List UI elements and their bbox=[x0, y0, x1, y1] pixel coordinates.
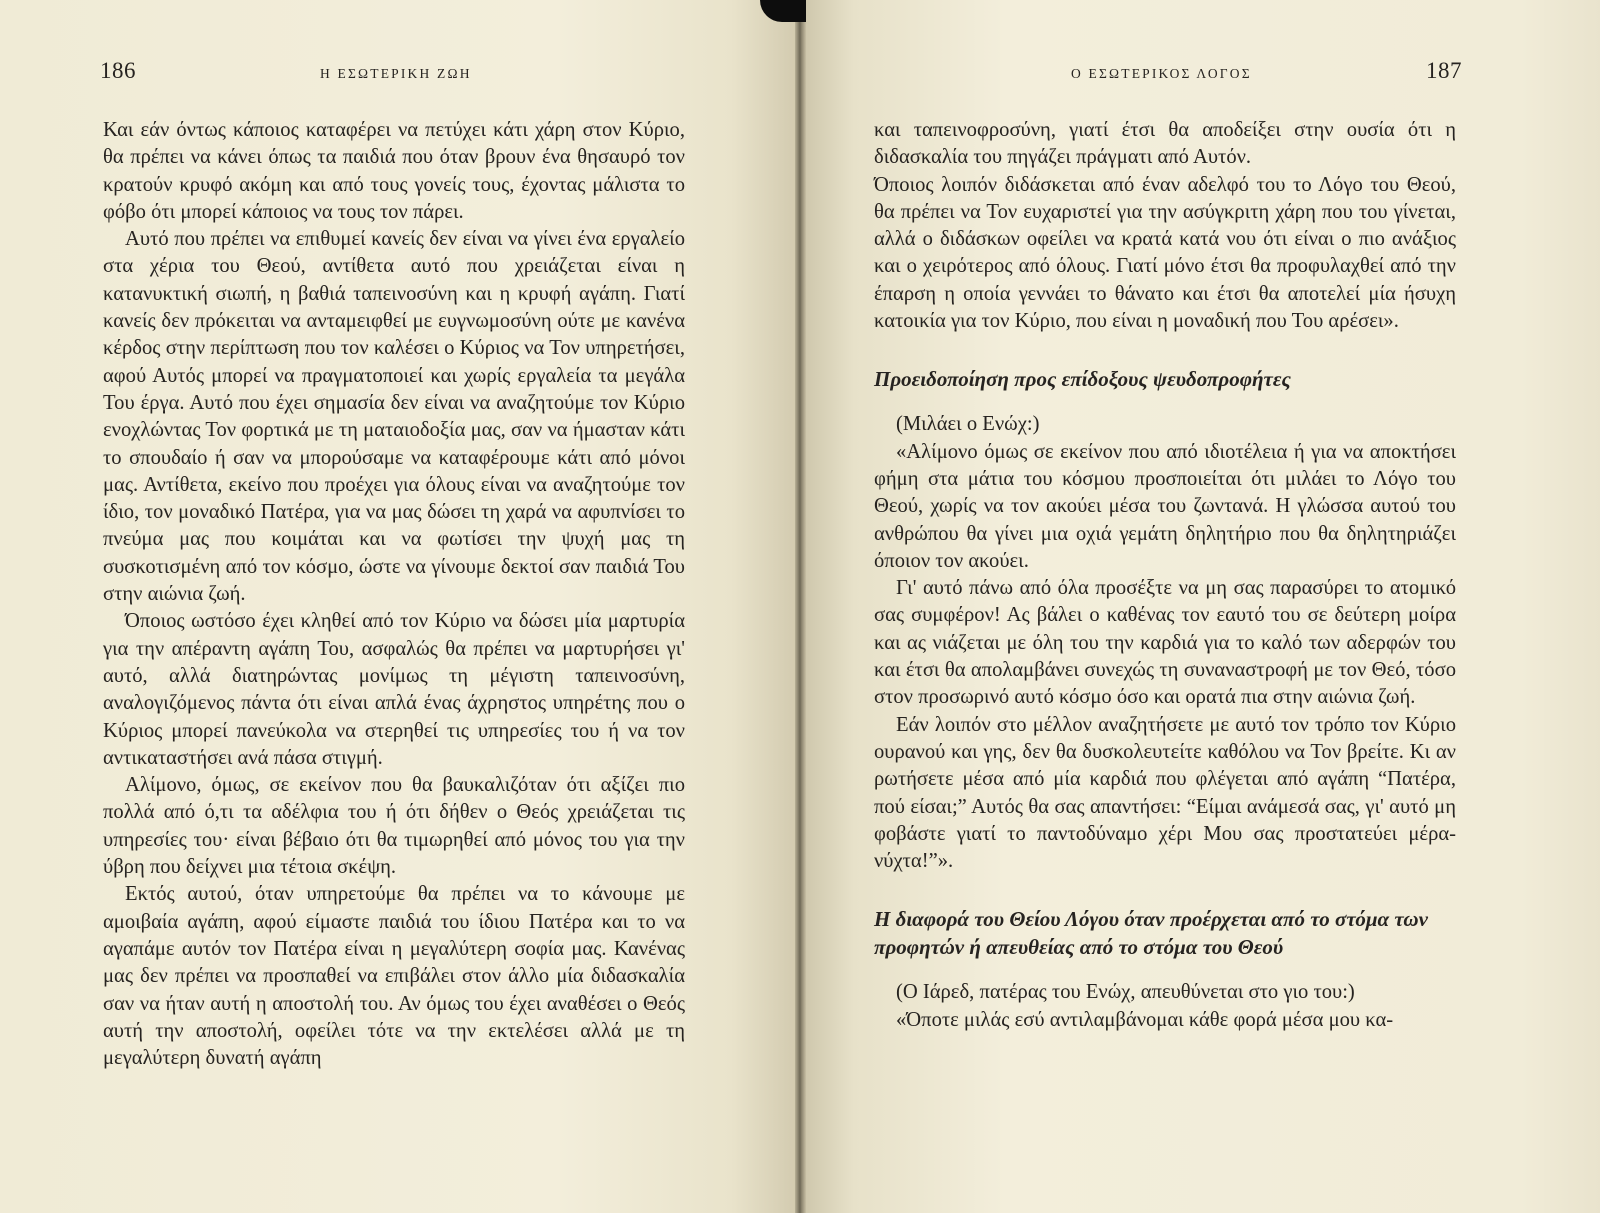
paragraph: Εάν λοιπόν στο μέλλον αναζητήσετε με αυτό τον τρόπο τον Κύριο ουρανού και γης, δεν θα δυσκολευτείτε καθόλου να Τον βρείτε. Κι αν ρωτήσετε μέσα από μία καρδιά που φλέγεται από αγάπη “Πατέρα, πού είσαι;” Αυτός θα σας απαντήσει: “Είμαι ανάμεσά σας, γι' αυτό μη φοβάστε γιατί το παντοδύναμο χέρι Μου σας προστατεύει μέρα-νύχτα!”». bbox=[874, 713, 1456, 873]
paragraph: (Μιλάει ο Ενώχ:) bbox=[896, 413, 1040, 436]
paragraph: Και εάν όντως κάποιος καταφέρει να πετύχει κάτι χάρη στον Κύριο, θα πρέπει να κάνει όπως τα παιδιά που όταν βρουν ένα θησαυρό τον κρατούν κρυφό ακόμη και από τους γονείς τους, έχοντας μάλιστα το φόβο ότι μπορεί κάποιος να τους τον πάρει. bbox=[103, 119, 685, 223]
paragraph: Όποιος ωστόσο έχει κληθεί από τον Κύριο να δώσει μία μαρτυρία για την απέραντη αγάπη Του, ασφαλώς θα πρέπει να μαρτυρήσει γι' αυτό, αλλά διατηρώντας μονίμως τη μέγιστη ταπεινοσύνη, αναλογιζόμενος πάντα ότι είναι απλά ένας άχρηστος υπηρέτης που ο Κύριος μπορεί πανεύκολα να στερηθεί τις υπηρεσίες του ή να τον αντικαταστήσει ανά πάσα στιγμή. bbox=[103, 610, 685, 769]
running-head: Η ΕΣΩΤΕΡΙΚΗ ΖΩΗ bbox=[320, 66, 472, 81]
running-head: Ο ΕΣΩΤΕΡΙΚΟΣ ΛΟΓΟΣ bbox=[1071, 66, 1252, 81]
paragraph: Γι' αυτό πάνω από όλα προσέξτε να μη σας παρασύρει το ατομικό σας συμφέρον! Ας βάλει ο καθένας τον εαυτό του σε δεύτερη μοίρα και ας νιάζεται με όλη του την καρδιά για το καλό των αδερφών του και έτσι θα απολαμβάνει συνεχώς τη συναναστροφή με τον Θεό, τόσο στον προσωρινό αυτό κόσμο όσο και ορατά πια στην αιώνια ζωή. bbox=[874, 577, 1456, 709]
right-page bbox=[806, 0, 1600, 1213]
section-heading: Προειδοποίηση προς επίδοξους ψευδοπροφήτες bbox=[874, 367, 1291, 392]
paragraph: Αυτό που πρέπει να επιθυμεί κανείς δεν είναι να γίνει ένα εργαλείο στα χέρια του Θεού, αντίθετα αυτό που χρειάζεται είναι η κατανυκτική σιωπή, η βαθιά ταπεινοσύνη και η κρυφή αγάπη. Γιατί κανείς δεν πρόκειται να ανταμειφθεί με ευγνωμοσύνη ούτε με κανένα κέρδος στην περίπτωση που τον καλέσει ο Κύριος να Τον υπηρετήσει, αφού Αυτός μπορεί να πραγματοποιεί και χωρίς εργαλεία τα μεγάλα Του έργα. Αυτό που έχει σημασία δεν είναι να αναζητούμε τον Κύριο ενοχλώντας Τον φορτικά με τη ματαιοδοξία μας, σαν να ήμασταν κάτι το σπουδαίο ή σαν να μπορούσαμε να καταφέρουμε κάτι από μόνοι μας. Αντίθετα, εκείνο που προέχει για όλους είναι να αναζητούμε τον ίδιο, τον μοναδικό Πατέρα, για να μας δώσει τη χαρά να αφυπνίσει το πνεύμα μας που κοιμάται και να φωτίσει την ψυχή μας τη συσκοτισμένη από τον κόσμο, ώστε να γίνουμε δεκτοί σαν παιδιά Του στην αιώνια ζωή. bbox=[103, 228, 685, 606]
paragraph: και ταπεινοφροσύνη, γιατί έτσι θα αποδείξει στην ουσία ότι η διδασκαλία του πηγάζει πράγματι από Αυτόν. bbox=[874, 119, 1456, 169]
paragraph: (Ο Ιάρεδ, πατέρας του Ενώχ, απευθύνεται στο γιο του:) bbox=[896, 981, 1355, 1004]
right-page-body bbox=[874, 117, 1456, 1034]
left-page-body bbox=[103, 117, 685, 1072]
book-gutter bbox=[795, 0, 806, 1213]
left-page bbox=[0, 0, 795, 1213]
paragraph: Όποιος λοιπόν διδάσκεται από έναν αδελφό του το Λόγο του Θεού, θα πρέπει να Τον ευχαριστεί για την ασύγκριτη χάρη που του γίνεται, αλλά ο διδάσκων οφείλει να κρατά κατά νου ότι είναι ο πιο ανάξιος και ο χειρότερος από όλους. Γιατί μόνο έτσι θα προφυλαχθεί από την έπαρση η οποία γεννάει το θάνατο και έτσι θα αποτελεί μία ήσυχη κατοικία για τον Κύριο, που είναι η μοναδική που Του αρέσει». bbox=[874, 173, 1456, 333]
paragraph: «Όποτε μιλάς εσύ αντιλαμβάνομαι κάθε φορά μέσα μου κα- bbox=[896, 1008, 1394, 1031]
page-number: 186 bbox=[100, 58, 136, 83]
paragraph: Εκτός αυτού, όταν υπηρετούμε θα πρέπει να το κάνουμε με αμοιβαία αγάπη, αφού είμαστε παιδιά του ίδιου Πατέρα και το να αγαπάμε αυτόν τον Πατέρα είναι η μεγαλύτερη σοφία μας. Κανένας μας δεν πρέπει να προσπαθεί να επιβάλει στον άλλο μία διδασκαλία σαν να ήταν αυτή η αποστολή του. Αν όμως του έχει αναθέσει ο Θεός αυτή την αποστολή, οφείλει τότε να την εκτελέσει αλλά με τη μεγαλύτερη δυνατή αγάπη bbox=[103, 883, 685, 1070]
paragraph: «Αλίμονο όμως σε εκείνον που από ιδιοτέλεια ή για να αποκτήσει φήμη στα μάτια του κόσμου προσποιείται ότι μιλάει το Λόγο του Θεού, χωρίς να τον ακούει μέσα του ζωντανά. Η γλώσσα αυτού του ανθρώπου θα γίνει μια οχιά γεμάτη δηλητήριο που θα δηλητηριάζει όποιον τον ακούει. bbox=[874, 440, 1456, 572]
paragraph: Αλίμονο, όμως, σε εκείνον που θα βαυκαλιζόταν ότι αξίζει πιο πολλά από ό,τι τα αδέλφια του ή ότι δήθεν ο Θεός χρειάζεται τις υπηρεσίες του· είναι βέβαιο ότι θα τιμωρηθεί από μόνος του για την ύβρη που δείχνει μια τέτοια σκέψη. bbox=[103, 774, 685, 879]
section-heading: Η διαφορά του Θείου Λόγου όταν προέρχεται από το στόμα των προφητών ή απευθείας από το στόμα του Θεού bbox=[874, 907, 1428, 960]
page-number: 187 bbox=[1426, 58, 1462, 83]
